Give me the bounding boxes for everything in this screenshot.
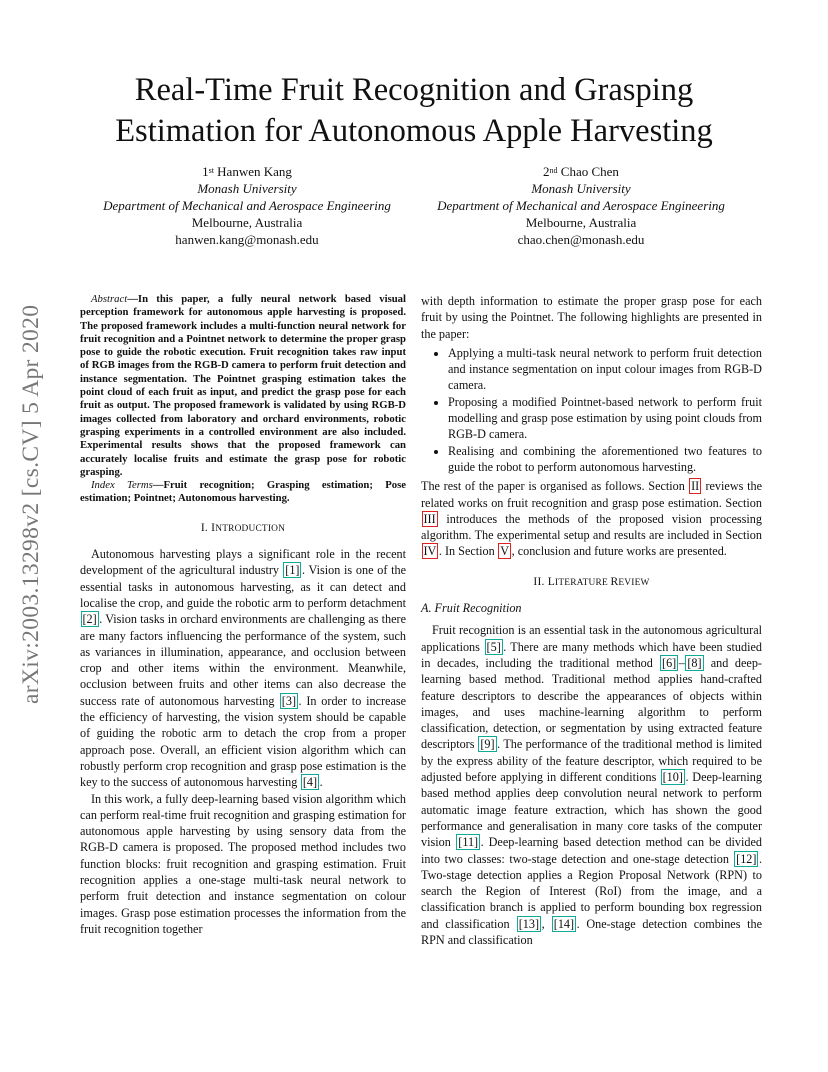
reference-link[interactable]: [11] xyxy=(458,835,479,850)
left-column xyxy=(80,293,406,937)
section-heading-introduction: I. INTRODUCTION xyxy=(200,520,286,534)
reference-link[interactable]: [9] xyxy=(480,737,495,752)
highlights-intro: with depth information to estimate the proper grasp pose for each fruit by using the Pointnet. The following highlights are presented in the paper: xyxy=(421,294,762,341)
reference-link[interactable]: [14] xyxy=(553,916,575,931)
reference-link[interactable]: [4] xyxy=(302,775,318,790)
highlights-list xyxy=(421,345,762,475)
author-name: 1st Hanwen Kang xyxy=(202,164,292,179)
literature-paragraph-1: Fruit recognition is an essential task in the autonomous agricultural applications [5] . There are many methods which have been studied in decades, including the traditional method [6] – [8] and deep-learning based method. Traditional method applies hand-crafted feature descriptors to describe the appearances of objects within images, and uses machine-learning algorithm to perform classification, detection, or segmentation by using extracted feature descriptors [9] . The performance of the traditional method is limited by the express ability of the feature descriptor, which required to be adjusted before applying in different conditions [10] . Deep-learning based method applies deep convolution neural network to perform automatic image feature extraction, which has shown the good performance and generalisation in many core tasks of the computer vision [11] . Deep-learning based detection method can be divided into two classes: two-stage detection and one-stage detection [12] . Two-stage detection applies a Region Proposal Network (RPN) to search the Region of Interest (RoI) from the image, and a classification branch is applied to perform bounding box regression and classification [13] , [14] . One-stage detection combines the RPN and classification xyxy=(421,623,763,947)
author-city: Melbourne, Australia xyxy=(191,215,303,230)
reference-link[interactable]: [10] xyxy=(662,770,683,785)
reference-link[interactable]: [2] xyxy=(82,612,97,627)
organisation-paragraph: The rest of the paper is organised as follows. Section II reviews the related works on fruit recognition and grasp pose estimation. Section III introduces the methods of the proposed vision processing algorithm. The experimental setup and results are included in Section IV . In Section V , conclusion and future works are presented. xyxy=(421,479,762,559)
author-dept: Department of Mechanical and Aerospace Engineering xyxy=(437,198,725,213)
reference-link[interactable]: [12] xyxy=(736,851,757,866)
author-email: hanwen.kang@monash.edu xyxy=(175,232,319,247)
list-item: • Proposing a modified Pointnet-based network to perform fruit modelling and grasp pose estimation by using point clouds from RGB-D camera. xyxy=(448,394,762,443)
list-item: • Realising and combining the aforementioned two features to guide the robot to perform autonomous harvesting. xyxy=(448,443,762,476)
author-email: chao.chen@monash.edu xyxy=(517,232,645,247)
reference-link[interactable]: [13] xyxy=(518,916,540,931)
reference-link[interactable]: V xyxy=(500,544,510,559)
subsection-heading: A. Fruit Recognition xyxy=(421,601,522,616)
right-column xyxy=(421,293,762,948)
intro-paragraph-1: Autonomous harvesting plays a significant role in the recent development of the agricultural industry [1] . Vision is one of the essential tasks in autonomous harvesting, as it can detect and localise the crop, and guide the robotic arm to perform detachment [2] . Vision tasks in orchard environments are challenging as there are many factors influencing the performance of the system, such as variances in illumination, appearance, and occlusion between crop and other items within the environment. Meanwhile, occlusion between fruits and other items can also decrease the success rate of autonomous harvesting [3] . In order to increase the efficiency of harvesting, the vision system should be capable of guiding the robotic arm to detach the crop from a proper approach pose. Overall, an efficient vision algorithm which can robustly perform crop recognition and grasp pose estimation is the key to the success of autonomous harvesting [4] . xyxy=(80,547,407,790)
section-title: LITERATURE REVIEW xyxy=(547,574,650,588)
reference-link[interactable]: [1] xyxy=(285,563,300,578)
reference-link[interactable]: II xyxy=(691,479,700,494)
author-org: Monash University xyxy=(197,181,297,196)
index-terms: Index Terms—Fruit recognition; Grasping estimation; Pose estimation; Pointnet; Autonomous harvesting. xyxy=(80,479,406,505)
list-item: • Applying a multi-task neural network to perform fruit detection and instance segmentation on input colour images from RGB-D camera. xyxy=(448,345,762,394)
author-block-1 xyxy=(86,163,408,248)
section-title: INTRODUCTION xyxy=(211,520,286,534)
author-name: 2nd Chao Chen xyxy=(543,164,619,179)
arxiv-stamp: arXiv:2003.13298v2 [cs.CV] 5 Apr 2020 xyxy=(18,304,44,704)
reference-link[interactable]: III xyxy=(423,511,436,526)
title-line-2: Estimation for Autonomous Apple Harvesting xyxy=(115,113,713,149)
title-line-1: Real-Time Fruit Recognition and Grasping xyxy=(134,72,694,108)
author-org: Monash University xyxy=(531,181,631,196)
abstract: Abstract—In this paper, a fully neural network based visual perception framework for autonomous apple harvesting is proposed. The proposed framework includes a multi-function neural network for fruit recognition and a Pointnet network to determine the proper grasp pose to guide the robotic execution. Fruit recognition takes raw input of RGB images from the RGB-D camera to perform fruit detection and instance segmentation. The Pointnet grasping estimation takes the point cloud of each fruit as input, and predict the grasp pose for each fruit as output. The proposed framework is validated by using RGB-D images collected from laboratory and orchard environments, robotic grasping experiments in a controlled environment are also included. Experimental results shows that the proposed framework can accurately localise fruits and estimate the grasp pose for robotic grasping. xyxy=(80,293,406,478)
paper-title xyxy=(0,70,828,152)
reference-link[interactable]: [3] xyxy=(281,693,297,708)
reference-link[interactable]: [5] xyxy=(486,639,501,654)
author-dept: Department of Mechanical and Aerospace Engineering xyxy=(103,198,391,213)
reference-link[interactable]: IV xyxy=(423,544,437,559)
intro-paragraph-2: In this work, a fully deep-learning based vision algorithm which can perform real-time fruit recognition and grasping estimation for autonomous apple harvesting by using sensory data from the RGB-D camera is proposed. The proposed method includes two function blocks: fruit recognition and grasping estimation. Fruit recognition applies a one-stage multi-task neural network to perform fruit detection and instance segmentation on colour images. Grasp pose estimation processes the information from the fruit recognition together xyxy=(80,791,406,936)
author-city: Melbourne, Australia xyxy=(525,215,637,230)
reference-link[interactable]: [8] xyxy=(687,655,702,670)
section-heading-literature-review: II. LITERATURE REVIEW xyxy=(533,574,650,588)
reference-link[interactable]: [6] xyxy=(662,655,677,670)
author-block-2 xyxy=(420,163,742,248)
